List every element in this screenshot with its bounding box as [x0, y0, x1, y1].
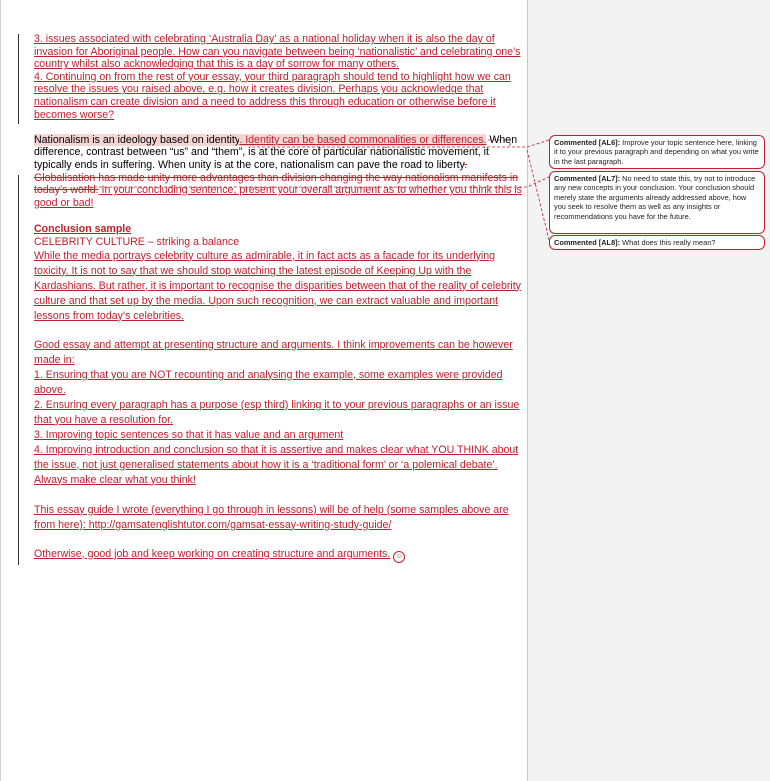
feedback-item: 3. Improving topic sentences so that it has value and an argument: [34, 428, 344, 441]
feedback-item: 4. Improving introduction and conclusion so that it is assertive and makes clear what YOU THINK about the issue, not just generalised statements about how it is a ‘traditional form’ or ‘a polemical debate’. Always make clear what you think!: [34, 443, 519, 486]
commented-text[interactable]: . Identity can be based commonalities or differences.: [239, 133, 487, 146]
comment-al6[interactable]: [549, 135, 765, 169]
comment-text: What does this really mean?: [620, 238, 716, 247]
feedback-intro: Good essay and attempt at presenting structure and arguments. I think improvements can be however made in:: [34, 338, 513, 366]
inserted-text: In your concluding sentence, present your overall argument as to whether you think this is good or bad!: [34, 184, 522, 209]
comment-label: Commented [AL6]:: [554, 138, 621, 147]
comment-text: No need to state this, try not to introduce any new concepts in your conclusion. Your conclusion should merely state the arguments already addressed above, how you seek to resolve them as well as any insights or recommendations you have for the future.: [554, 174, 756, 221]
comment-label: Commented [AL7]:: [554, 174, 621, 183]
list-item: 4. Continuing on from the rest of your essay, your third paragraph should tend to highlight how we can resolve the issues you raised above, e.g. how it creates division. Perhaps you acknowledge that nationalism can create division and a need to address this through education or otherwise before it becomes worse?: [34, 70, 511, 121]
feedback-item: 1. Ensuring that you are NOT recounting and analysing the example, some examples were provided above.: [34, 368, 503, 396]
paragraph-body: When difference, contrast between “us” and “them”, is at the core of particular nationalistic movement, it typically ends in suffering. When unity is at the core, nationalism can pave the road to liberty: [34, 133, 518, 171]
list-item: 3. issues associated with celebrating ‘Australia Day’ as a national holiday when it is also the day of invasion for Aboriginal people. How can you navigate between being ‘nationalistic’ and celebrating one’s country whilst also acknowledging that this is a day of sorrow for many others.: [34, 33, 521, 71]
deleted-text: . Globalisation has made unity more advantages than division changing the way nationalism manifests in today’s world.: [34, 158, 519, 197]
closing-sentence: Otherwise, good job and keep working on creating structure and arguments.: [34, 547, 391, 560]
nationalism-paragraph: [34, 134, 524, 210]
guide-link-text[interactable]: This essay guide I wrote (everything I go through in lessons) will be of help (some samples above are from here): http://gamsatenglishtutor.com/gamsat-essay-writing-study-guide/: [34, 503, 509, 531]
closing-text: [34, 548, 524, 563]
conclusion-heading: Conclusion sample: [34, 223, 132, 236]
conclusion-subheading: CELEBRITY CULTURE – striking a balance: [34, 235, 240, 248]
document-body[interactable]: [34, 33, 524, 563]
comment-text: Improve your topic sentence here, linking it to your previous paragraph and depending on what you write in the last paragraph.: [554, 138, 759, 166]
smiley-icon: ☺: [393, 551, 405, 563]
comment-label: Commented [AL8]:: [554, 238, 621, 247]
conclusion-body: While the media portrays celebrity culture as admirable, it in fact acts as a facade for its underlying toxicity. It is not to say that we should stop watching the latest episode of Keeping Up with the Kardashians. But rather, it is important to recognise the disparities between that of the reality of celebrity culture and that set up by the media. Upon such recognition, we can extract valuable and important lessons from today’s celebrities.: [34, 249, 521, 322]
comment-al7[interactable]: [549, 171, 765, 234]
comment-al8[interactable]: [549, 235, 765, 250]
feedback-item: 2. Ensuring every paragraph has a purpose (esp third) linking it to your previous paragraphs or an issue that you have a resolution for.: [34, 398, 520, 426]
commented-text[interactable]: Nationalism is an ideology based on identity: [34, 133, 240, 146]
